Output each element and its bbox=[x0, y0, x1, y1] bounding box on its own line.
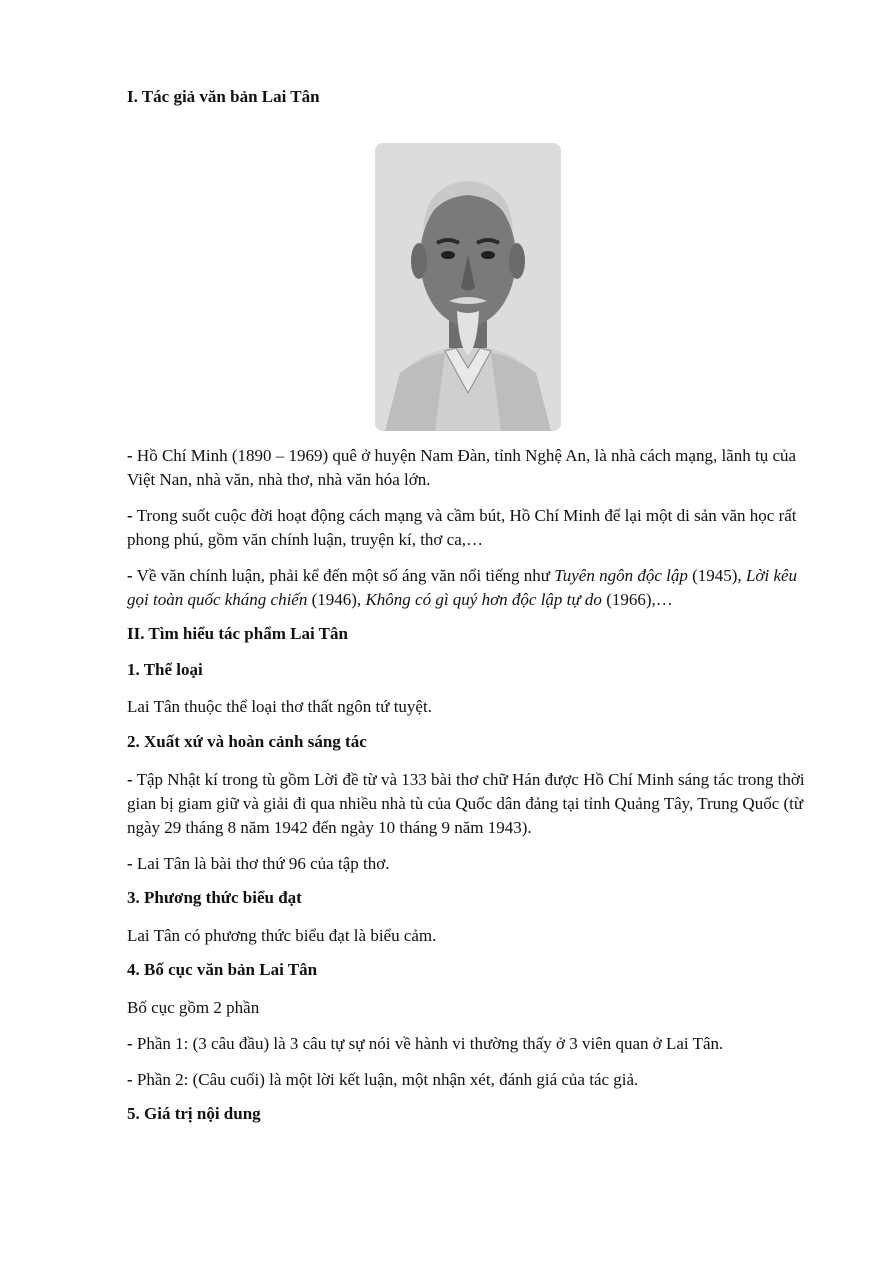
expression-mode-paragraph: Lai Tân có phương thức biểu đạt là biểu cảm. bbox=[127, 926, 437, 945]
bullet-dash: - bbox=[127, 854, 133, 873]
subheading-expression-mode: 3. Phương thức biểu đạt bbox=[127, 888, 302, 907]
work-year: (1966),… bbox=[601, 590, 673, 609]
work-year: (1946), bbox=[307, 590, 366, 609]
paragraph-text: Trong suốt cuộc đời hoạt động cách mạng và cầm bút, Hồ Chí Minh để lại một di sản văn học rất phong phú, gồm văn chính luận, truyện kí, thơ ca,… bbox=[127, 506, 797, 549]
paragraph-text: Hồ Chí Minh (1890 – 1969) quê ở huyện Nam Đàn, tỉnh Nghệ An, là nhà cách mạng, lãnh tụ của Việt Nan, nhà văn, nhà thơ, nhà văn hóa lớn. bbox=[127, 446, 797, 489]
structure-intro: Bố cục gồm 2 phần bbox=[127, 998, 260, 1017]
bullet-dash: - bbox=[127, 446, 133, 465]
bullet-dash: - bbox=[127, 1070, 133, 1089]
poem-position-paragraph bbox=[127, 852, 817, 876]
paragraph-text: Phần 2: (Câu cuối) là một lời kết luận, một nhận xét, đánh giá của tác giả. bbox=[132, 1070, 639, 1089]
section-heading-work: II. Tìm hiểu tác phẩm Lai Tân bbox=[127, 624, 348, 643]
subheading-origin: 2. Xuất xứ và hoàn cảnh sáng tác bbox=[127, 732, 367, 751]
work-title: Tuyên ngôn độc lập bbox=[554, 566, 688, 585]
origin-paragraph bbox=[127, 768, 817, 840]
bullet-dash: - bbox=[127, 770, 133, 789]
paragraph-text: Lai Tân là bài thơ thứ 96 của tập thơ. bbox=[132, 854, 390, 873]
works-lead-text: Về văn chính luận, phải kể đến một số áng văn nổi tiếng như bbox=[132, 566, 555, 585]
portrait-illustration bbox=[375, 143, 561, 431]
work-title: Không có gì quý hơn độc lập tự do bbox=[365, 590, 602, 609]
structure-part-2 bbox=[127, 1068, 817, 1092]
subheading-structure: 4. Bố cục văn bản Lai Tân bbox=[127, 960, 318, 979]
bullet-dash: - bbox=[127, 1034, 133, 1053]
subheading-genre: 1. Thể loại bbox=[127, 660, 203, 679]
author-bio-paragraph bbox=[127, 444, 817, 492]
structure-part-1 bbox=[127, 1032, 817, 1056]
paragraph-text: Tập Nhật kí trong tù gồm Lời đề từ và 133 bài thơ chữ Hán được Hồ Chí Minh sáng tác trong thời gian bị giam giữ và giải đi qua nhiều nhà tù của Quốc dân đảng tại tỉnh Quảng Tây, Trung Quốc (từ ngày 29 tháng 8 năm 1942 đến ngày 10 tháng 9 năm 1943). bbox=[127, 770, 805, 837]
author-works-paragraph bbox=[127, 564, 817, 612]
work-year: (1945), bbox=[687, 566, 746, 585]
author-portrait-image bbox=[375, 143, 561, 431]
section-heading-author: I. Tác giả văn bản Lai Tân bbox=[127, 87, 320, 106]
subheading-content-value: 5. Giá trị nội dung bbox=[127, 1104, 261, 1123]
work-title: Lời kêu gọi toàn quốc kháng chiến bbox=[127, 566, 798, 609]
paragraph-text: Phần 1: (3 câu đầu) là 3 câu tự sự nói về hành vi thường thấy ở 3 viên quan ở Lai Tân. bbox=[132, 1034, 724, 1053]
author-legacy-paragraph bbox=[127, 504, 817, 552]
genre-paragraph: Lai Tân thuộc thể loại thơ thất ngôn tứ tuyệt. bbox=[127, 697, 432, 716]
bullet-dash: - bbox=[127, 566, 133, 585]
bullet-dash: - bbox=[127, 506, 133, 525]
